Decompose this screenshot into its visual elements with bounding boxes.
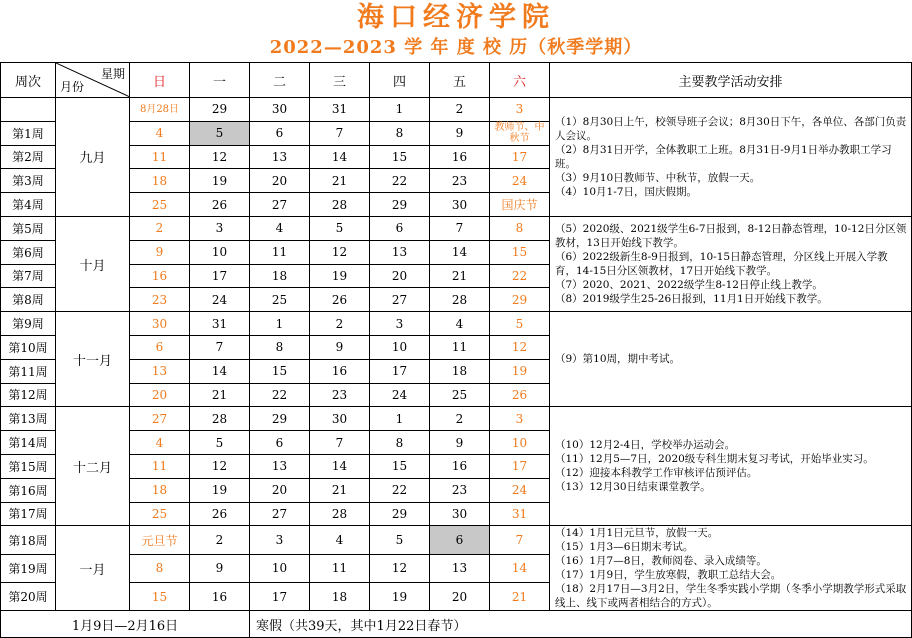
week-row xyxy=(1,526,912,554)
day-cell: 21 xyxy=(310,169,370,193)
header-day-wed: 三 xyxy=(310,63,370,98)
day-cell: 30 xyxy=(130,312,190,336)
day-cell: 8 xyxy=(250,335,310,359)
day-cell: 18 xyxy=(430,359,490,383)
activity-notes xyxy=(550,312,912,407)
day-cell: 16 xyxy=(190,583,250,611)
day-cell: 24 xyxy=(370,383,430,407)
day-cell: 11 xyxy=(310,554,370,582)
day-cell: 7 xyxy=(430,216,490,240)
activity-note: （1）8月30日上午，校领导班子会议；8月30日下午，各单位、各部门负责人会议。 xyxy=(555,115,907,142)
day-cell: 17 xyxy=(190,264,250,288)
activity-note: （15）1月3—6日期末考试。 xyxy=(555,541,694,554)
activity-note: （7）2020、2021、2022级学生8-12日停止线上教学。 xyxy=(555,279,823,292)
header-activities: 主要教学活动安排 xyxy=(550,63,912,98)
day-cell: 17 xyxy=(490,145,550,169)
day-cell: 29 xyxy=(250,407,310,431)
activity-note: （6）2022级新生8-9日报到，10-15日静态管理，分区线上开展入学教育，14-15日分区领教材，17日开始线下教学。 xyxy=(555,251,888,278)
day-cell: 2 xyxy=(430,407,490,431)
day-cell: 14 xyxy=(490,554,550,582)
day-cell: 27 xyxy=(250,193,310,217)
day-cell: 7 xyxy=(490,526,550,554)
week-label: 第11周 xyxy=(1,359,56,383)
day-cell: 15 xyxy=(490,240,550,264)
day-cell: 22 xyxy=(490,264,550,288)
day-cell: 26 xyxy=(310,288,370,312)
day-cell: 10 xyxy=(250,554,310,582)
page-subtitle: 2022—2023 学 年 度 校 历（秋季学期） xyxy=(269,37,643,58)
week-label: 第20周 xyxy=(1,583,56,611)
day-cell: 31 xyxy=(310,98,370,122)
day-cell: 24 xyxy=(190,288,250,312)
day-cell: 1 xyxy=(370,98,430,122)
month-label: 十一月 xyxy=(56,312,130,407)
day-cell: 17 xyxy=(370,359,430,383)
day-cell: 2 xyxy=(130,216,190,240)
day-cell: 15 xyxy=(130,583,190,611)
day-cell: 29 xyxy=(370,502,430,526)
day-cell: 16 xyxy=(430,454,490,478)
day-cell: 26 xyxy=(490,383,550,407)
day-cell: 5 xyxy=(490,312,550,336)
day-cell: 6 xyxy=(250,431,310,455)
day-cell: 18 xyxy=(310,583,370,611)
activity-notes xyxy=(550,407,912,526)
activity-note: （4）10月1-7日，国庆假期。 xyxy=(555,185,697,198)
day-cell: 29 xyxy=(490,288,550,312)
day-cell: 元旦节 xyxy=(130,526,190,554)
activity-notes xyxy=(550,98,912,217)
activity-note: （16）1月7—8日，教师阅卷、录入成绩等。 xyxy=(555,555,767,568)
day-cell: 19 xyxy=(190,478,250,502)
day-cell: 24 xyxy=(490,478,550,502)
day-cell: 26 xyxy=(190,193,250,217)
day-cell: 14 xyxy=(430,240,490,264)
week-label: 第13周 xyxy=(1,407,56,431)
day-cell: 4 xyxy=(130,431,190,455)
activity-note: （10）12月2-4日，学校举办运动会。 xyxy=(555,439,736,452)
day-cell: 9 xyxy=(430,431,490,455)
day-cell: 26 xyxy=(190,502,250,526)
header-week: 周次 xyxy=(1,63,56,98)
activity-notes xyxy=(550,526,912,611)
day-cell: 8 xyxy=(490,216,550,240)
day-cell: 3 xyxy=(370,312,430,336)
day-cell: 31 xyxy=(190,312,250,336)
day-cell: 4 xyxy=(250,216,310,240)
week-row xyxy=(1,407,912,431)
week-label: 第1周 xyxy=(1,121,56,145)
week-label: 第3周 xyxy=(1,169,56,193)
day-cell: 13 xyxy=(430,554,490,582)
day-cell: 5 xyxy=(310,216,370,240)
header-day-sun: 日 xyxy=(130,63,190,98)
day-cell: 5 xyxy=(370,526,430,554)
header-corner xyxy=(56,63,130,98)
day-cell: 27 xyxy=(130,407,190,431)
day-cell: 6 xyxy=(370,216,430,240)
day-cell: 4 xyxy=(130,121,190,145)
day-cell: 1 xyxy=(370,407,430,431)
day-cell: 10 xyxy=(370,335,430,359)
header-row xyxy=(1,63,912,98)
day-cell: 10 xyxy=(190,240,250,264)
day-cell: 18 xyxy=(130,478,190,502)
week-label: 第19周 xyxy=(1,554,56,582)
day-cell: 6 xyxy=(430,526,490,554)
day-cell: 25 xyxy=(250,288,310,312)
day-cell: 16 xyxy=(430,145,490,169)
activity-note: （13）12月30日结束课堂教学。 xyxy=(555,481,711,494)
day-cell: 21 xyxy=(490,583,550,611)
day-cell: 21 xyxy=(430,264,490,288)
footer-text: 寒假（共39天，其中1月22日春节） xyxy=(250,611,912,638)
week-label: 第4周 xyxy=(1,193,56,217)
week-label: 第17周 xyxy=(1,502,56,526)
month-label: 十月 xyxy=(56,216,130,311)
day-cell: 11 xyxy=(130,454,190,478)
day-cell: 30 xyxy=(310,407,370,431)
day-cell: 28 xyxy=(310,502,370,526)
day-cell: 21 xyxy=(310,478,370,502)
activity-note: （12）迎接本科教学工作审核评估预评估。 xyxy=(555,467,758,480)
day-cell: 5 xyxy=(190,121,250,145)
day-cell: 11 xyxy=(130,145,190,169)
day-cell: 11 xyxy=(250,240,310,264)
week-label: 第5周 xyxy=(1,216,56,240)
day-cell: 13 xyxy=(250,145,310,169)
day-cell: 18 xyxy=(250,264,310,288)
day-cell: 8 xyxy=(370,431,430,455)
week-row xyxy=(1,312,912,336)
day-cell: 1 xyxy=(250,312,310,336)
day-cell: 29 xyxy=(190,98,250,122)
header-day-mon: 一 xyxy=(190,63,250,98)
day-cell: 15 xyxy=(370,145,430,169)
day-cell: 23 xyxy=(130,288,190,312)
day-cell: 12 xyxy=(490,335,550,359)
day-cell: 25 xyxy=(430,383,490,407)
day-cell: 12 xyxy=(190,454,250,478)
week-label: 第2周 xyxy=(1,145,56,169)
day-cell: 28 xyxy=(310,193,370,217)
day-cell: 8 xyxy=(130,554,190,582)
week-label: 第8周 xyxy=(1,288,56,312)
footer-dates: 1月9日—2月16日 xyxy=(1,611,250,638)
day-cell: 13 xyxy=(250,454,310,478)
day-cell: 2 xyxy=(430,98,490,122)
day-cell: 2 xyxy=(310,312,370,336)
day-cell: 13 xyxy=(370,240,430,264)
day-cell: 20 xyxy=(430,583,490,611)
day-cell: 12 xyxy=(310,240,370,264)
day-cell: 23 xyxy=(430,169,490,193)
day-cell: 23 xyxy=(310,383,370,407)
day-cell: 19 xyxy=(310,264,370,288)
week-row xyxy=(1,98,912,122)
month-label: 九月 xyxy=(56,98,130,217)
week-label: 第16周 xyxy=(1,478,56,502)
day-cell: 25 xyxy=(130,502,190,526)
day-cell: 23 xyxy=(430,478,490,502)
week-label: 第6周 xyxy=(1,240,56,264)
week-label: 第7周 xyxy=(1,264,56,288)
day-cell: 12 xyxy=(370,554,430,582)
day-cell: 18 xyxy=(130,169,190,193)
day-cell: 14 xyxy=(190,359,250,383)
header-day-tue: 二 xyxy=(250,63,310,98)
day-cell: 3 xyxy=(490,407,550,431)
day-cell: 29 xyxy=(370,193,430,217)
day-cell: 3 xyxy=(250,526,310,554)
day-cell: 22 xyxy=(370,169,430,193)
day-cell: 13 xyxy=(130,359,190,383)
day-cell: 19 xyxy=(370,583,430,611)
activity-note: （9）第10周，期中考试。 xyxy=(555,353,681,366)
day-cell: 8月28日 xyxy=(130,98,190,122)
day-cell: 21 xyxy=(190,383,250,407)
page-title: 海口经济学院 xyxy=(357,2,555,33)
day-cell: 7 xyxy=(310,121,370,145)
day-cell: 3 xyxy=(190,216,250,240)
day-cell: 教师节、中秋节 xyxy=(490,121,550,145)
day-cell: 7 xyxy=(190,335,250,359)
day-cell: 14 xyxy=(310,145,370,169)
day-cell: 20 xyxy=(250,169,310,193)
day-cell: 14 xyxy=(310,454,370,478)
day-cell: 7 xyxy=(310,431,370,455)
week-row xyxy=(1,216,912,240)
day-cell: 9 xyxy=(130,240,190,264)
day-cell: 9 xyxy=(430,121,490,145)
activity-note: （3）9月10日教师节、中秋节，放假一天。 xyxy=(555,171,761,184)
day-cell: 28 xyxy=(190,407,250,431)
day-cell: 16 xyxy=(310,359,370,383)
activity-note: （2）8月31日开学，全体教职工上班。8月31日-9月1日举办教职工学习班。 xyxy=(555,143,892,170)
day-cell: 5 xyxy=(190,431,250,455)
day-cell: 9 xyxy=(190,554,250,582)
week-label: 第12周 xyxy=(1,383,56,407)
day-cell: 19 xyxy=(490,359,550,383)
day-cell: 19 xyxy=(190,169,250,193)
header-corner-month: 月份 xyxy=(60,80,85,94)
day-cell: 3 xyxy=(490,98,550,122)
activity-note: （11）12月5—7日，2020级专科生期末复习考试，开始毕业实习。 xyxy=(555,453,874,466)
week-label: 第15周 xyxy=(1,454,56,478)
activity-note: （14）1月1日元旦节，放假一天。 xyxy=(555,527,719,540)
day-cell: 8 xyxy=(370,121,430,145)
day-cell: 28 xyxy=(430,288,490,312)
day-cell: 20 xyxy=(370,264,430,288)
day-cell: 15 xyxy=(250,359,310,383)
week-label: 第9周 xyxy=(1,312,56,336)
day-cell: 10 xyxy=(490,431,550,455)
week-label: 第18周 xyxy=(1,526,56,554)
header-corner-weekday: 星期 xyxy=(100,67,125,81)
day-cell: 30 xyxy=(250,98,310,122)
week-label: 第10周 xyxy=(1,335,56,359)
day-cell: 24 xyxy=(490,169,550,193)
day-cell: 25 xyxy=(130,193,190,217)
activity-note: （17）1月9日，学生放寒假，教职工总结大会。 xyxy=(555,569,782,582)
day-cell: 22 xyxy=(370,478,430,502)
day-cell: 2 xyxy=(190,526,250,554)
day-cell: 17 xyxy=(250,583,310,611)
month-label: 十二月 xyxy=(56,407,130,526)
activity-notes xyxy=(550,216,912,311)
month-label: 一月 xyxy=(56,526,130,611)
week-label xyxy=(1,98,56,122)
calendar-table xyxy=(0,62,912,638)
day-cell: 30 xyxy=(430,193,490,217)
day-cell: 17 xyxy=(490,454,550,478)
day-cell: 30 xyxy=(430,502,490,526)
day-cell: 4 xyxy=(430,312,490,336)
header-day-sat: 六 xyxy=(490,63,550,98)
day-cell: 16 xyxy=(130,264,190,288)
day-cell: 9 xyxy=(310,335,370,359)
week-label: 第14周 xyxy=(1,431,56,455)
day-cell: 11 xyxy=(430,335,490,359)
day-cell: 6 xyxy=(250,121,310,145)
header-day-fri: 五 xyxy=(430,63,490,98)
day-cell: 20 xyxy=(130,383,190,407)
day-cell: 22 xyxy=(250,383,310,407)
activity-note: （8）2019级学生25-26日报到，11月1日开始线下教学。 xyxy=(555,293,828,306)
day-cell: 4 xyxy=(310,526,370,554)
day-cell: 国庆节 xyxy=(490,193,550,217)
activity-note: （18）2月17日—3月2日，学生冬季实践小学期（冬季小学期教学形式采取线上、线下或两者相结合的方式）。 xyxy=(555,583,907,610)
day-cell: 12 xyxy=(190,145,250,169)
header-day-thu: 四 xyxy=(370,63,430,98)
day-cell: 27 xyxy=(370,288,430,312)
day-cell: 6 xyxy=(130,335,190,359)
footer-row xyxy=(1,611,912,638)
activity-note: （5）2020级、2021级学生6-7日报到，8-12日静态管理，10-12日分区领教材，13日开始线下教学。 xyxy=(555,223,907,250)
day-cell: 20 xyxy=(250,478,310,502)
day-cell: 15 xyxy=(370,454,430,478)
day-cell: 31 xyxy=(490,502,550,526)
day-cell: 27 xyxy=(250,502,310,526)
